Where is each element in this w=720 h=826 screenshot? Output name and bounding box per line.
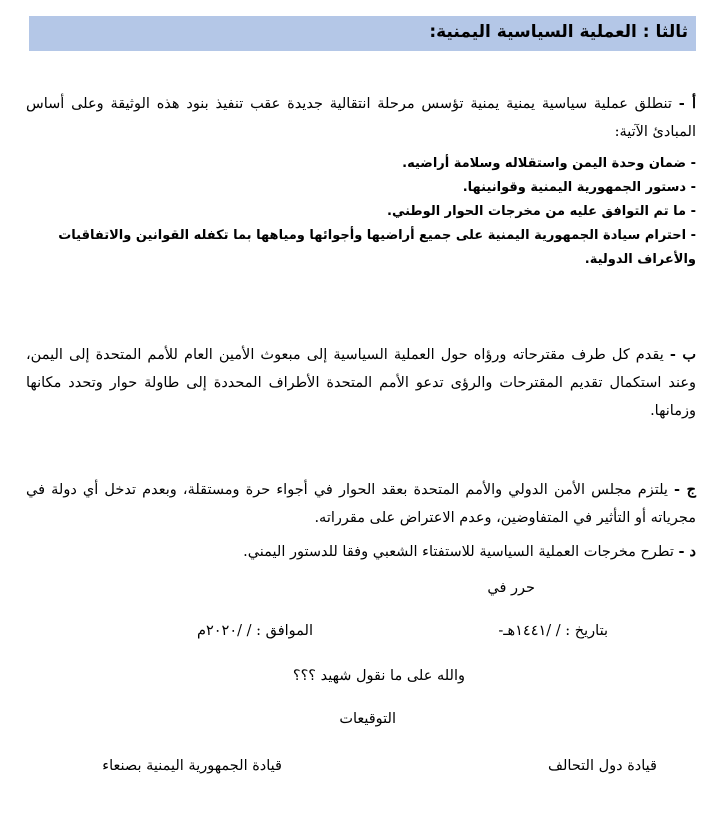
paragraph-b-text: يقدم كل طرف مقترحاته ورؤاه حول العملية السياسية إلى مبعوث الأمين العام للأمم المتحدة إلى اليمن، وعند استكمال تقديم المقترحات والرؤى تدعو الأمم المتحدة الأطراف المحددة إلى طاولة حوار وتحدد مكانها وزمانها. (26, 347, 696, 419)
principle-item: - ضمان وحدة اليمن واستقلاله وسلامة أراضيه. (402, 156, 696, 171)
closing-statement: والله على ما نقول شهيد ؟؟؟ (292, 668, 465, 684)
paragraph-a-marker: أ - (678, 95, 696, 112)
paragraph-a (26, 90, 696, 146)
signatory-coalition: قيادة دول التحالف (547, 758, 657, 774)
section-heading-bar (29, 16, 696, 51)
paragraph-c (26, 476, 696, 532)
paragraph-b (26, 341, 696, 425)
principle-item: - ما تم التوافق عليه من مخرجات الحوار الوطني. (387, 204, 696, 219)
principles-list (26, 152, 696, 272)
principle-item: - دستور الجمهورية اليمنية وقوانينها. (462, 180, 696, 195)
signatory-yemen-sanaa: قيادة الجمهورية اليمنية بصنعاء (102, 758, 282, 774)
written-in-label: حرر في (487, 580, 535, 596)
paragraph-b-marker: ب - (669, 346, 696, 363)
date-hijri: بتاريخ : / /١٤٤١هـ- (498, 623, 608, 639)
principle-item: - احترام سيادة الجمهورية اليمنية على جميع أراضيها وأجوائها ومياهها بما تكفله القوانين والاتفاقيات والأعراف الدولية. (58, 228, 696, 267)
paragraph-d-marker: د - (678, 543, 696, 560)
paragraph-d-text: تطرح مخرجات العملية السياسية للاستفتاء الشعبي وفقا للدستور اليمني. (243, 544, 679, 560)
paragraph-c-marker: ج - (674, 481, 696, 498)
paragraph-a-text: تنطلق عملية سياسية يمنية يمنية تؤسس مرحلة انتقالية جديدة عقب تنفيذ بنود هذه الوثيقة وعلى أساس المبادئ الآتية: (26, 96, 696, 140)
date-gregorian: الموافق : / /٢٠٢٠م (197, 623, 313, 639)
paragraph-c-text: يلتزم مجلس الأمن الدولي والأمم المتحدة بعقد الحوار في أجواء حرة ومستقلة، وبعدم تدخل أي دولة في مجرياته أو التأثير في المتفاوضين، وعدم الاعتراض على مقرراته. (26, 482, 696, 526)
section-heading: ثالثا : العملية السياسية اليمنية: (429, 22, 688, 42)
signatures-heading: التوقيعات (339, 711, 396, 727)
paragraph-d (26, 538, 696, 566)
